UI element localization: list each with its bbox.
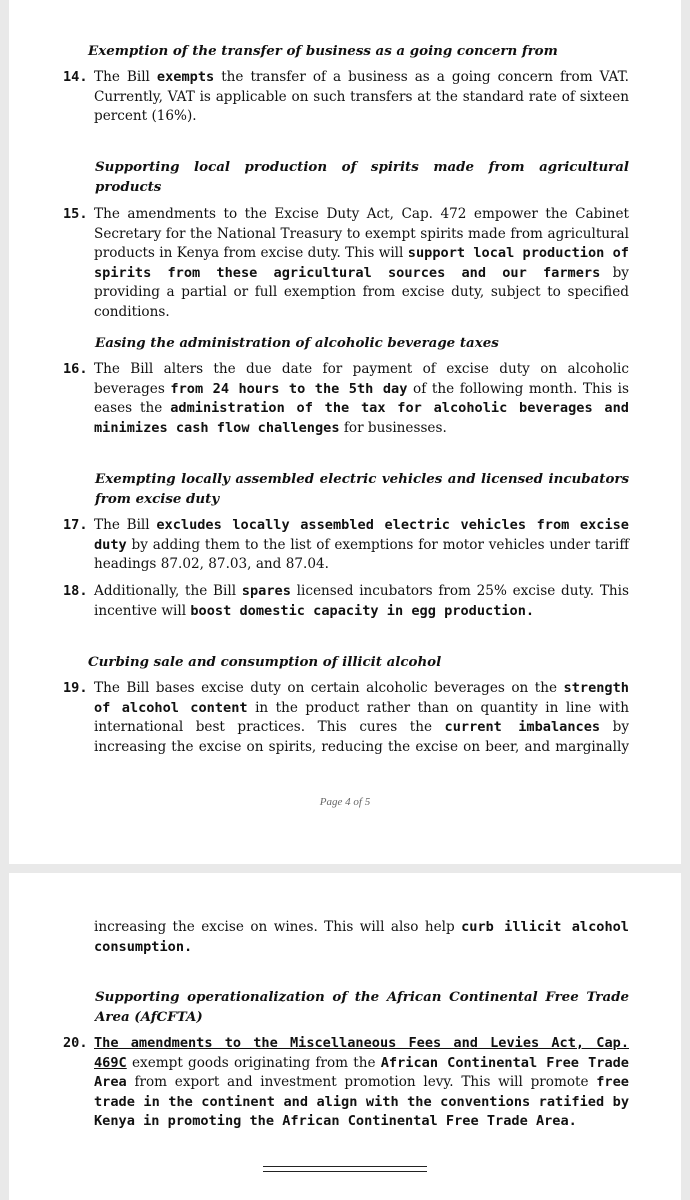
paragraph-number-15: 15. <box>63 206 88 222</box>
heading-illicit-alcohol: Curbing sale and consumption of illicit alcohol <box>88 654 442 670</box>
heading-afcfta: Supporting operationalization of the African Continental Free Trade Area (AfCFTA) <box>95 989 629 1025</box>
paragraph-18: Additionally, the Bill spares licensed incubators from 25% excise duty. This incentive will boost domestic capacity in egg production. <box>94 583 629 619</box>
paragraph-16: The Bill alters the due date for payment of excise duty on alcoholic beverages from 24 hours to the 5th day of the following month. This is eases the administration of the tax for alcoholic beverages and minimizes cash flow challenges for businesses. <box>94 361 629 436</box>
paragraph-19: The Bill bases excise duty on certain alcoholic beverages on the strength of alcohol content in the product rather than on quantity in line with international best practices. This cures the current imbalances by increasing the excise on spirits, reducing the excise on beer, and marginally <box>94 680 629 755</box>
paragraph-number-18: 18. <box>63 583 88 599</box>
paragraph-20: The amendments to the Miscellaneous Fees and Levies Act, Cap. 469C exempt goods originating from the African Continental Free Trade Area from export and investment promotion levy. This will promote free trade in the continent and align with the conventions ratified by Kenya in promoting the African Continental Free Trade Area. <box>94 1035 629 1129</box>
paragraph-number-20: 20. <box>63 1035 88 1051</box>
paragraph-number-17: 17. <box>63 517 88 533</box>
paragraph-number-19: 19. <box>63 680 88 696</box>
page-footer: Page 4 of 5 <box>319 796 371 808</box>
document-page-5 <box>9 873 681 1200</box>
closing-double-rule <box>263 1166 427 1172</box>
paragraph-14: The Bill exempts the transfer of a business as a going concern from VAT. Currently, VAT is applicable on such transfers at the standard rate of sixteen percent (16%). <box>94 69 629 124</box>
heading-alcohol-admin: Easing the administration of alcoholic beverage taxes <box>95 335 499 351</box>
paragraph-19-continued: increasing the excise on wines. This will also help curb illicit alcohol consumption. <box>94 919 629 955</box>
paragraph-15: The amendments to the Excise Duty Act, Cap. 472 empower the Cabinet Secretary for the National Treasury to exempt spirits made from agricultural products in Kenya from excise duty. This will support local production of spirits from these agricultural sources and our farmers by providing a partial or full exemption from excise duty, subject to specified conditions. <box>94 206 629 320</box>
document-page-4 <box>9 0 681 864</box>
heading-ev-incubators: Exempting locally assembled electric vehicles and licensed incubators from excise duty <box>95 471 629 507</box>
paragraph-number-14: 14. <box>63 69 88 85</box>
paragraph-number-16: 16. <box>63 361 88 377</box>
paragraph-17: The Bill excludes locally assembled electric vehicles from excise duty by adding them to the list of exemptions for motor vehicles under tariff headings 87.02, 87.03, and 87.04. <box>94 517 629 572</box>
heading-going-concern: Exemption of the transfer of business as a going concern from <box>88 43 558 59</box>
heading-spirits: Supporting local production of spirits made from agricultural products <box>95 159 629 195</box>
